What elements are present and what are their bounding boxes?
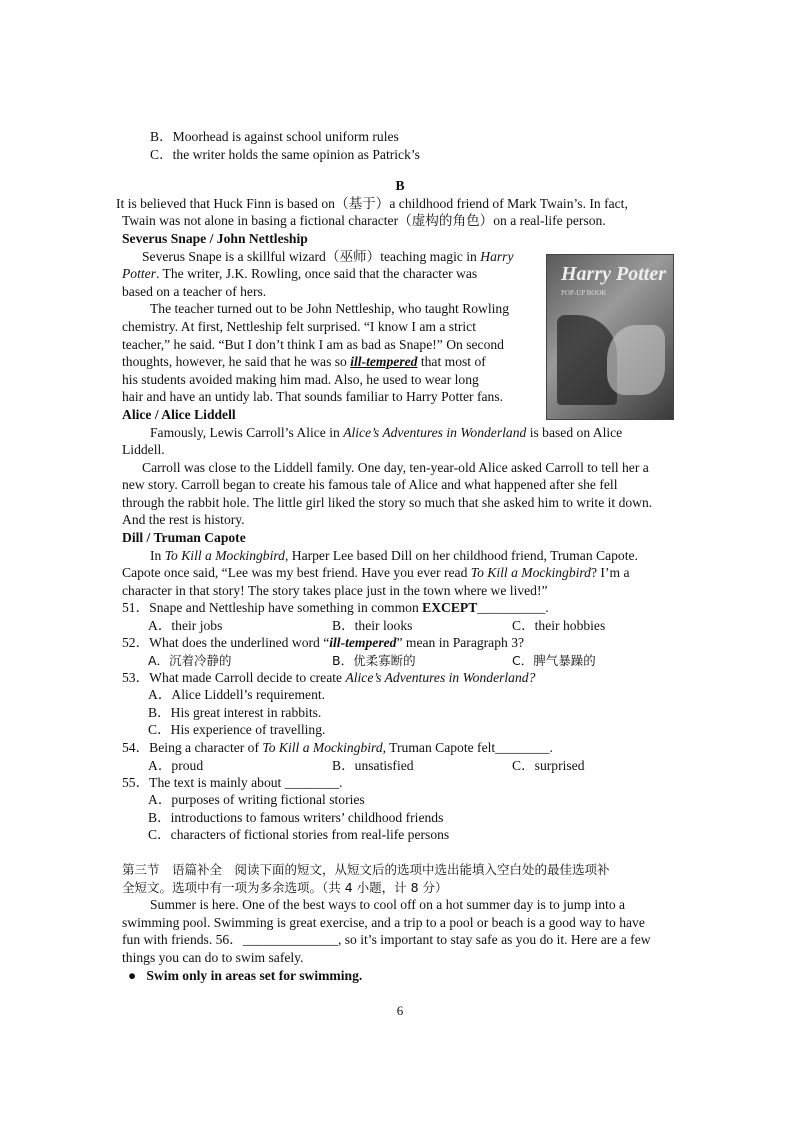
para-line: character in that story! The story takes place just in the town where we lived!” (122, 582, 548, 598)
para-line: Famously, Lewis Carroll’s Alice in Alice’s Adventures in Wonderland is based on Alice (150, 424, 623, 440)
para-line: Carroll was close to the Liddell family. One day, ten-year-old Alice asked Carroll to tell her a (142, 459, 649, 475)
hippogriff-shape (607, 325, 665, 395)
para-line: thoughts, however, he said that he was so ill-tempered that most of (122, 354, 486, 370)
para-line: And the rest is history. (122, 512, 245, 528)
para-line: In To Kill a Mockingbird, Harper Lee based Dill on her childhood friend, Truman Capote. (150, 547, 638, 563)
options-51 (122, 617, 678, 634)
para-line: Liddell. (122, 442, 165, 458)
option-a: A．沉着冷静的 (148, 652, 232, 668)
question-53: 53．What made Carroll decide to create Alice’s Adventures in Wonderland? (122, 669, 536, 685)
section3-heading-2: 全短文。选项中有一项为多余选项。（共 4 小题，计 8 分） (122, 879, 448, 895)
option-a: A．proud (148, 757, 204, 773)
para-line: based on a teacher of hers. (122, 283, 267, 299)
option-c: C．characters of fictional stories from real-life persons (148, 827, 450, 843)
intro-line-1: It is believed that Huck Finn is based on（基于）a childhood friend of Mark Twain’s. In fact, (116, 195, 628, 211)
options-52 (122, 652, 678, 669)
option-a: A．Alice Liddell’s requirement. (148, 687, 326, 703)
para-line: teacher,” he said. “But I don’t think I am as bad as Snape!” On second (122, 336, 504, 352)
book-subtitle: POP-UP BOOK (561, 289, 607, 297)
option-c: C．His experience of travelling. (148, 722, 326, 738)
para-line: new story. Carroll began to create his famous tale of Alice and what happened after she fell (122, 477, 618, 493)
para-line: The teacher turned out to be John Nettleship, who taught Rowling (150, 301, 510, 317)
heading-snape: Severus Snape / John Nettleship (122, 230, 308, 246)
option-b: B．Moorhead is against school uniform rules (150, 129, 399, 144)
para-line: things you can do to swim safely. (122, 949, 304, 965)
option-b: B．优柔寡断的 (332, 652, 416, 668)
option-b: B．introductions to famous writers’ childhood friends (148, 809, 444, 825)
intro-line-2: Twain was not alone in basing a fictional character（虚构的角色）on a real-life person. (122, 213, 606, 229)
heading-alice: Alice / Alice Liddell (122, 406, 236, 422)
snape-paragraphs (122, 248, 536, 406)
heading-dill: Dill / Truman Capote (122, 530, 246, 546)
question-54: 54．Being a character of To Kill a Mockingbird, Truman Capote felt________. (122, 740, 553, 755)
harry-potter-book-image (546, 254, 674, 420)
para-line: Potter. The writer, J.K. Rowling, once said that the character was (122, 266, 478, 282)
options-54 (122, 757, 678, 774)
option-b: B．unsatisfied (332, 757, 414, 773)
option-c: C．their hobbies (512, 618, 606, 634)
option-b: B．His great interest in rabbits. (148, 704, 322, 720)
question-52: 52．What does the underlined word “ill-tempered” mean in Paragraph 3? (122, 635, 525, 651)
para-line: Summer is here. One of the best ways to cool off on a hot summer day is to jump into a (150, 897, 626, 913)
para-line: swimming pool. Swimming is great exercise, and a trip to a pool or beach is a good way to have (122, 914, 645, 930)
option-c: C．surprised (512, 757, 585, 773)
para-line: hair and have an untidy lab. That sounds familiar to Harry Potter fans. (122, 389, 504, 405)
section-title: B (395, 178, 405, 194)
option-a: A．purposes of writing fictional stories (148, 792, 365, 808)
para-line: his students avoided making him mad. Also, he used to wear long (122, 371, 479, 387)
section3-heading-1: 第三节 语篇补全 阅读下面的短文，从短文后的选项中选出能填入空白处的最佳选项补 (122, 861, 610, 877)
option-c: C．脾气暴躁的 (512, 652, 596, 668)
underlined-word: ill-tempered (350, 354, 418, 370)
question-55: 55．The text is mainly about ________. (122, 774, 343, 790)
para-line: chemistry. At first, Nettleship felt surprised. “I know I am a strict (122, 318, 476, 334)
para-line: fun with friends. 56．______________, so it’s important to stay safe as you do it. Here are a few (122, 932, 651, 948)
option-b: B．their looks (332, 618, 413, 634)
bullet-item: ● Swim only in areas set for swimming. (128, 967, 363, 983)
para-line: through the rabbit hole. The little girl liked the story so much that she asked him to write it down. (122, 494, 653, 510)
para-line: Capote once said, “Lee was my best friend. Have you ever read To Kill a Mockingbird? I’m a (122, 565, 630, 581)
page-number: 6 (396, 1003, 404, 1018)
question-51: 51．Snape and Nettleship have something in common EXCEPT__________. (122, 600, 549, 616)
book-title: Harry Potter (561, 263, 666, 285)
option-a: A．their jobs (148, 618, 223, 634)
bullet-icon: ● (128, 967, 137, 983)
para-line: Severus Snape is a skillful wizard（巫师）teaching magic in Harry (142, 248, 514, 264)
option-c: C．the writer holds the same opinion as Patrick’s (150, 146, 420, 162)
